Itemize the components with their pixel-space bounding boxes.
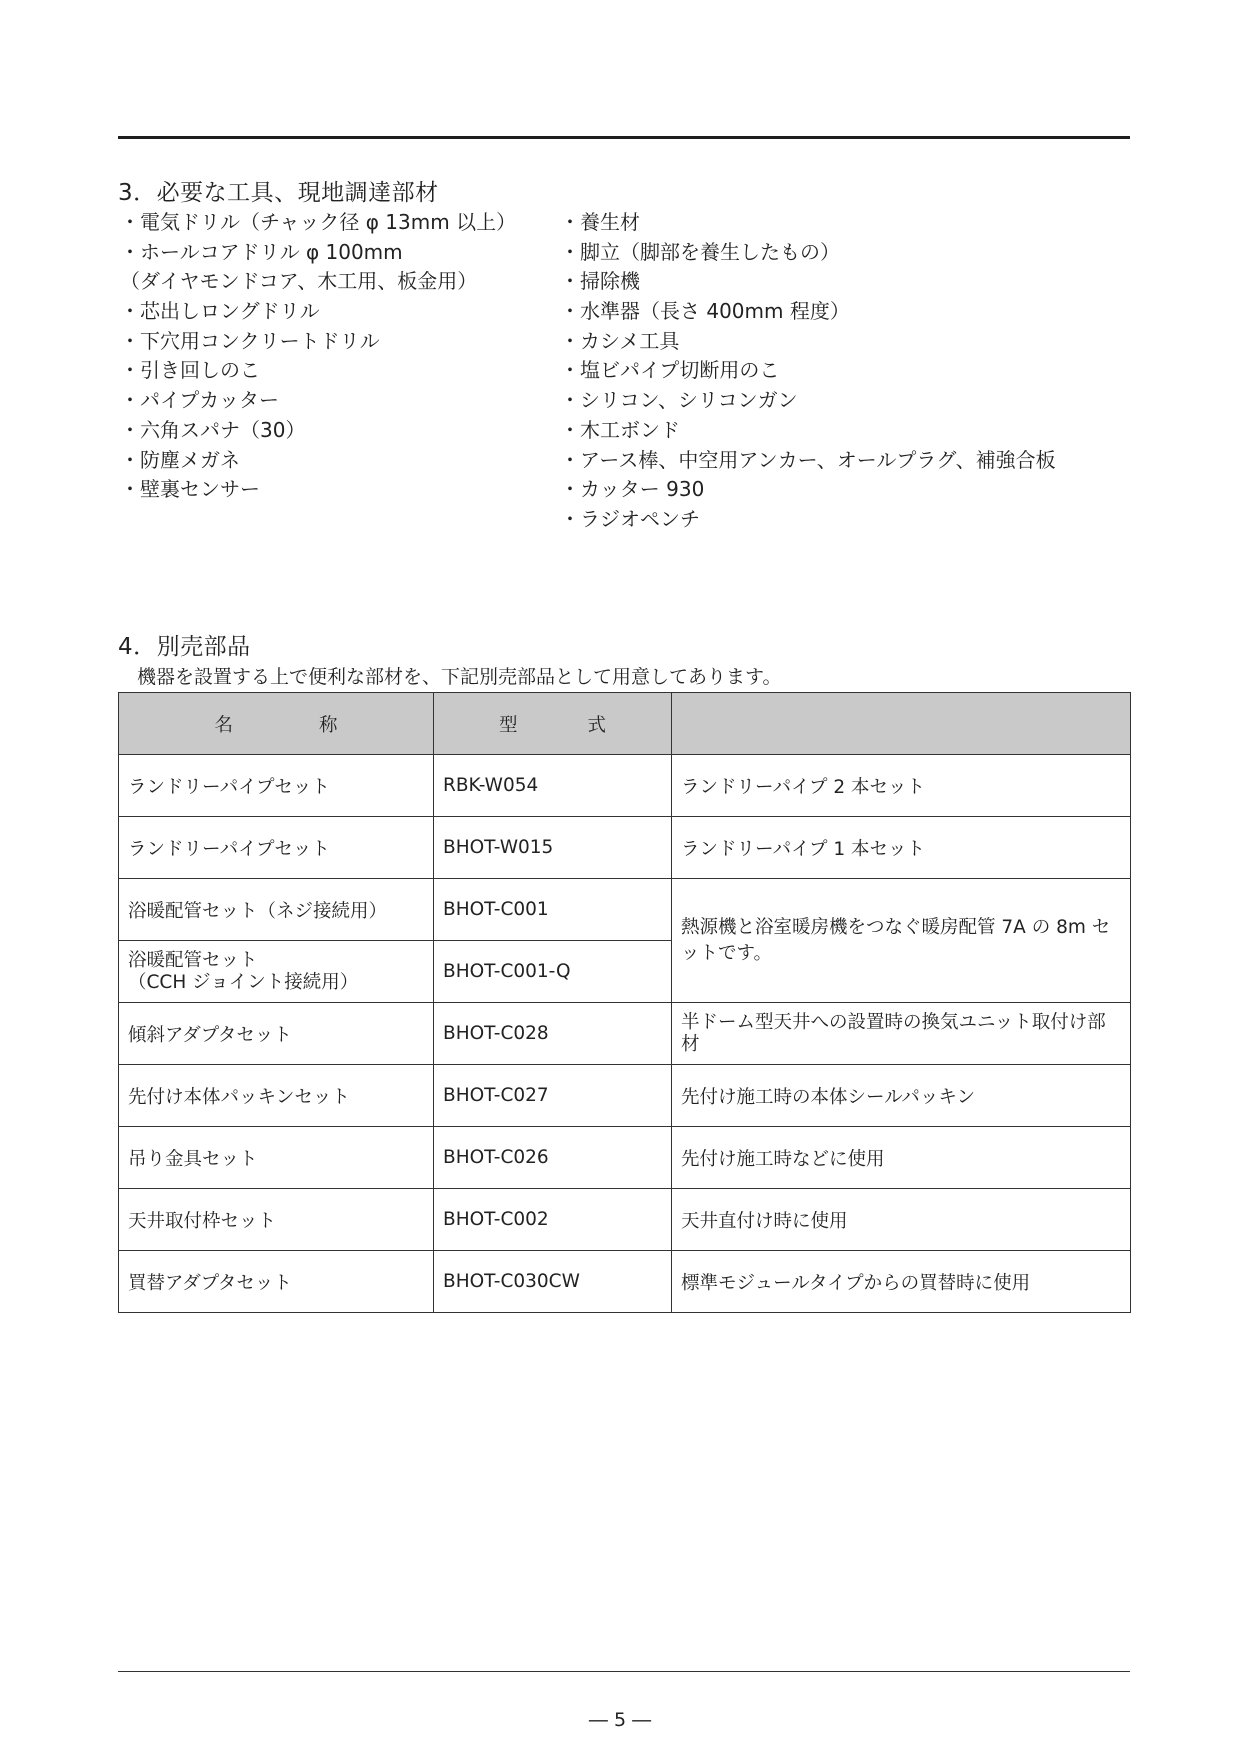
list-item: ・養生材 xyxy=(560,210,640,234)
list-item: ・六角スパナ（30） xyxy=(120,417,306,442)
cell-name: 買替アダプタセット xyxy=(119,1251,434,1313)
cell-name: 天井取付枠セット xyxy=(119,1189,434,1251)
header-model xyxy=(434,693,672,755)
table-row xyxy=(119,879,1131,941)
cell-name xyxy=(119,941,434,1003)
cell-model: BHOT-C001 xyxy=(434,879,672,941)
bottom-rule xyxy=(118,1671,1130,1672)
list-item: ・水準器（長さ 400mm 程度） xyxy=(560,299,850,324)
list-item: ・アース棒、中空用アンカー、オールプラグ、補強合板 xyxy=(560,447,1056,472)
list-item: ・壁裏センサー xyxy=(120,477,260,502)
header-description xyxy=(672,693,1131,755)
table-row xyxy=(119,817,1131,879)
header-model-char: 型 xyxy=(498,714,518,736)
header-name xyxy=(119,693,434,755)
list-item: ・ラジオペンチ xyxy=(560,506,700,531)
cell-description: 天井直付け時に使用 xyxy=(672,1189,1131,1251)
cell-description: 先付け施工時などに使用 xyxy=(672,1127,1131,1189)
header-name-char: 称 xyxy=(319,714,338,736)
cell-name: 先付け本体パッキンセット xyxy=(119,1065,434,1127)
list-item: ・電気ドリル（チャック径 φ 13mm 以上） xyxy=(120,210,517,234)
table-header-row xyxy=(119,693,1131,755)
page-number: ― 5 ― xyxy=(588,1709,652,1731)
list-item: （ダイヤモンドコア、木工用、板金用） xyxy=(120,269,478,294)
cell-model: BHOT-C030CW xyxy=(434,1251,672,1313)
table-row xyxy=(119,1189,1131,1251)
cell-description: 熱源機と浴室暖房機をつなぐ暖房配管 7A の 8m セットです。 xyxy=(672,879,1131,1003)
cell-name-line: （CCH ジョイント接続用） xyxy=(128,971,359,993)
table-row xyxy=(119,755,1131,817)
tools-list-right xyxy=(560,208,1056,535)
list-item: ・芯出しロングドリル xyxy=(120,299,320,324)
list-item: ・木工ボンド xyxy=(560,417,680,442)
table-row xyxy=(119,1003,1131,1065)
cell-description: 半ドーム型天井への設置時の換気ユニット取付け部材 xyxy=(672,1003,1131,1065)
cell-model: BHOT-C002 xyxy=(434,1189,672,1251)
list-item: ・掃除機 xyxy=(560,269,640,294)
cell-model: BHOT-C001-Q xyxy=(434,941,672,1003)
header-name-char: 名 xyxy=(214,714,233,736)
cell-name-line: 浴暖配管セット xyxy=(128,949,258,971)
cell-model: RBK-W054 xyxy=(434,755,672,817)
cell-model: BHOT-C028 xyxy=(434,1003,672,1065)
list-item: ・カッター 930 xyxy=(560,477,705,502)
cell-description: 標準モジュールタイプからの買替時に使用 xyxy=(672,1251,1131,1313)
cell-description: ランドリーパイプ 1 本セット xyxy=(672,817,1131,879)
section3-heading: 3．必要な工具、現地調達部材 xyxy=(118,180,439,206)
list-item: ・下穴用コンクリートドリル xyxy=(120,328,380,353)
cell-name: ランドリーパイプセット xyxy=(119,817,434,879)
table-row xyxy=(119,1251,1131,1313)
list-item: ・ホールコアドリル φ 100mm xyxy=(120,239,403,264)
cell-model: BHOT-C026 xyxy=(434,1127,672,1189)
table-row xyxy=(119,1127,1131,1189)
cell-name: 浴暖配管セット（ネジ接続用） xyxy=(119,879,434,941)
cell-name: 吊り金具セット xyxy=(119,1127,434,1189)
list-item: ・パイプカッター xyxy=(120,388,279,413)
header-model-char: 式 xyxy=(587,714,607,736)
tools-list-left xyxy=(120,208,516,505)
cell-name: 傾斜アダプタセット xyxy=(119,1003,434,1065)
cell-description: ランドリーパイプ 2 本セット xyxy=(672,755,1131,817)
list-item: ・引き回しのこ xyxy=(120,358,260,383)
parts-table xyxy=(118,692,1131,1313)
cell-description: 先付け施工時の本体シールパッキン xyxy=(672,1065,1131,1127)
list-item: ・塩ビパイプ切断用のこ xyxy=(560,358,780,383)
cell-name: ランドリーパイプセット xyxy=(119,755,434,817)
top-rule xyxy=(118,136,1130,139)
section4-heading: 4．別売部品 xyxy=(118,634,251,660)
list-item: ・カシメ工具 xyxy=(560,328,680,353)
table-row xyxy=(119,1065,1131,1127)
list-item: ・シリコン、シリコンガン xyxy=(560,388,798,413)
cell-model: BHOT-W015 xyxy=(434,817,672,879)
cell-model: BHOT-C027 xyxy=(434,1065,672,1127)
list-item: ・防塵メガネ xyxy=(120,447,240,472)
section4-intro: 機器を設置する上で便利な部材を、下記別売部品として用意してあります。 xyxy=(137,666,782,688)
list-item: ・脚立（脚部を養生したもの） xyxy=(560,239,840,264)
